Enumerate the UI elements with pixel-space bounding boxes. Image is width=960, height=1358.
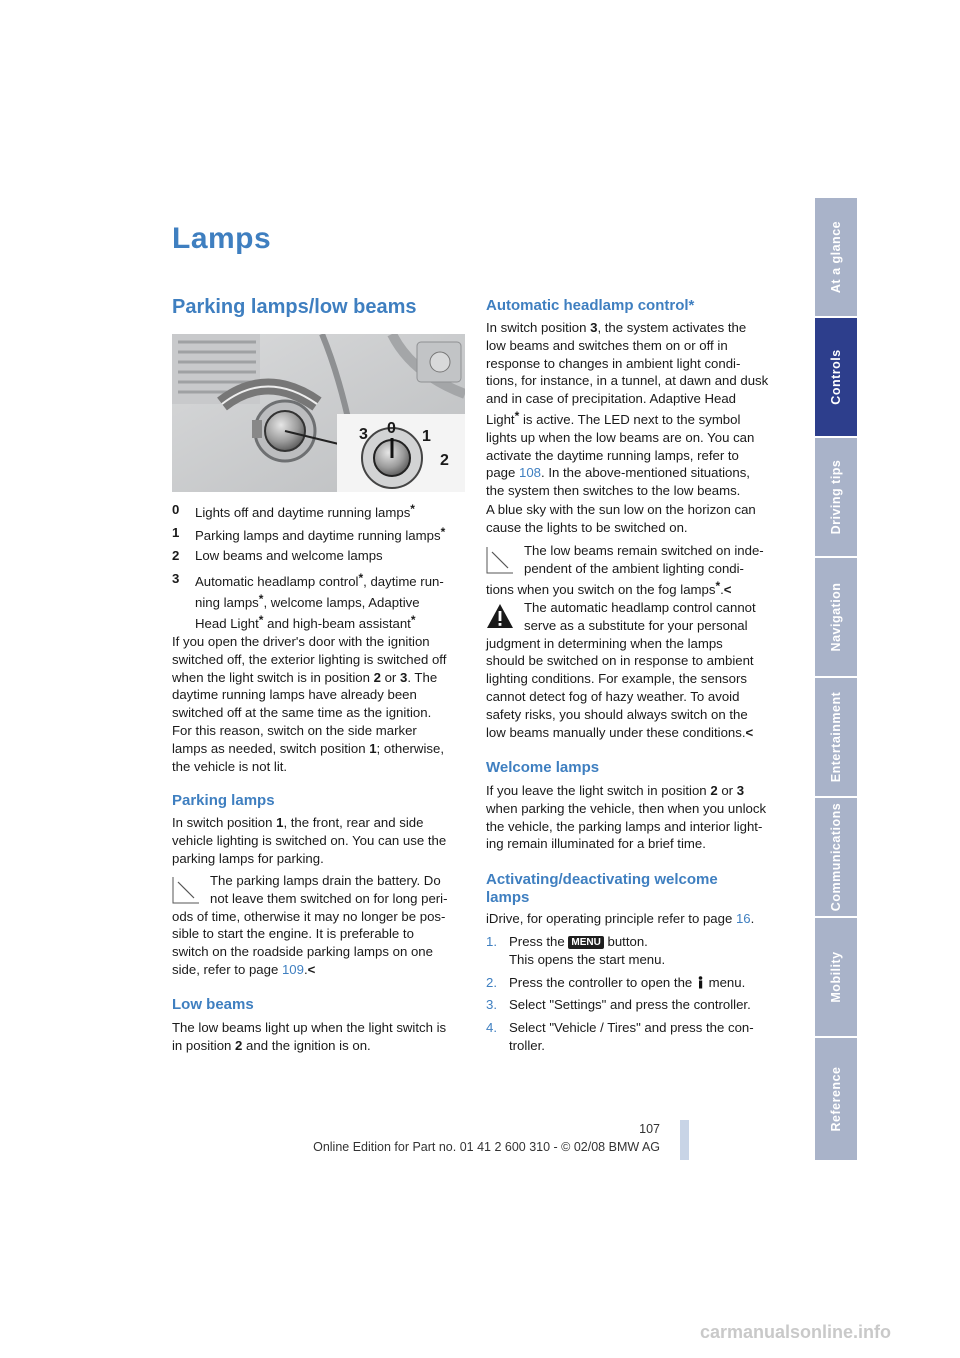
tab-communications[interactable]: Communications	[815, 798, 857, 916]
page-title: Lamps	[172, 222, 272, 255]
paragraph-door-open: If you open the driver's door with the ignition switched off, the exterior lighting is switched off when the light switch is in position 2 or 3. The daytime running lamps have already been switched off at the same time as the ignition.	[172, 634, 447, 721]
light-switch-figure	[172, 334, 465, 492]
tab-mobility[interactable]: Mobility	[815, 918, 857, 1036]
warning-auto-headlamp: The automatic headlamp control cannot serve as a substitute for your personal judgment in determining when the lamps should be switched on in response to ambient lighting conditions. For example, the sensors cannot detect fog of hazy weather. To avoid safety risks, you should always switch on the low beams manually under these conditions.<	[486, 600, 756, 740]
auto-headlamp-heading: Automatic headlamp control*	[486, 297, 695, 314]
figure-label-1: 1	[422, 428, 431, 445]
tab-navigation[interactable]: Navigation	[815, 558, 857, 676]
figure-label-0: 0	[387, 420, 396, 437]
paragraph-parking-lamps: In switch position 1, the front, rear and side vehicle lighting is switched on. You can use the parking lamps for parking.	[172, 815, 447, 866]
welcome-lamps-heading: Welcome lamps	[486, 759, 600, 776]
page-marker	[680, 1120, 689, 1160]
page-link-109[interactable]: 109	[281, 961, 304, 977]
footer-edition: Online Edition for Part no. 01 41 2 600 310 - © 02/08 BMW AG	[313, 1140, 660, 1154]
tab-at-a-glance[interactable]: At a glance	[815, 198, 857, 316]
step-4: 4. Select "Vehicle / Tires" and press the con- troller.	[486, 1020, 754, 1053]
page-number: 107	[639, 1122, 660, 1136]
activating-welcome-heading: Activating/deactivating welcome lamps	[486, 871, 718, 906]
step-1: 1. Press the MENU button. This opens the start menu.	[486, 934, 666, 967]
menu-button-icon: MENU	[568, 936, 603, 949]
watermark: carmanualsonline.info	[700, 1322, 892, 1342]
tab-controls[interactable]: Controls	[815, 318, 857, 436]
paragraph-side-marker: For this reason, switch on the side marker lamps as needed, switch position 1; otherwise, the vehicle is not lit.	[172, 723, 444, 774]
legend-item-3: 3 Automatic headlamp control*, daytime run- ning lamps*, welcome lamps, Adaptive Head Light* and high-beam assistant*	[172, 571, 444, 631]
low-beams-heading: Low beams	[172, 996, 254, 1013]
paragraph-welcome-lamps: If you leave the light switch in position 2 or 3 when parking the vehicle, then when you unlock the vehicle, the parking lamps and interior light- ing remain illuminated for a brief time.	[486, 783, 767, 852]
tab-entertainment[interactable]: Entertainment	[815, 678, 857, 796]
paragraph-blue-sky: A blue sky with the sun low on the horizon can cause the lights to be switched on.	[486, 502, 756, 535]
info-icon	[696, 976, 705, 989]
tab-driving-tips[interactable]: Driving tips	[815, 438, 857, 556]
parking-lamps-heading: Parking lamps	[172, 792, 275, 809]
page-link-108[interactable]: 108	[519, 465, 542, 481]
paragraph-idrive: iDrive, for operating principle refer to page 16.	[486, 911, 755, 926]
tab-reference[interactable]: Reference	[815, 1038, 857, 1160]
paragraph-low-beams: The low beams light up when the light switch is in position 2 and the ignition is on.	[172, 1020, 447, 1053]
paragraph-auto-headlamp: In switch position 3, the system activates the low beams and switches them on or off in response to changes in ambient light condi- tions, for instance, in a tunnel, at dawn and dusk and in case of precipitation. Adaptive Head Light* is active. The LED next to the symbol lights up when the low beams are on. You can activate the daytime running lamps, refer to page 108. In the above-mentioned situations, the system then switches to the low beams.	[486, 320, 769, 499]
figure-label-3: 3	[359, 426, 368, 443]
note-fog-lamps: The low beams remain switched on inde- pendent of the ambient lighting condi- tions when you switch on the fog lamps*.<	[486, 543, 764, 597]
figure-label-2: 2	[440, 452, 449, 469]
page-link-16[interactable]: 16	[735, 911, 751, 926]
note-parking-battery: The parking lamps drain the battery. Do not leave them switched on for long peri- ods of time, otherwise it may no longer be pos- sible to start the engine. It is preferable to switch on the roadside parking lamps on one side, refer to page 109.<	[172, 873, 448, 977]
section-title-parking-low-beams: Parking lamps/low beams	[172, 296, 417, 318]
